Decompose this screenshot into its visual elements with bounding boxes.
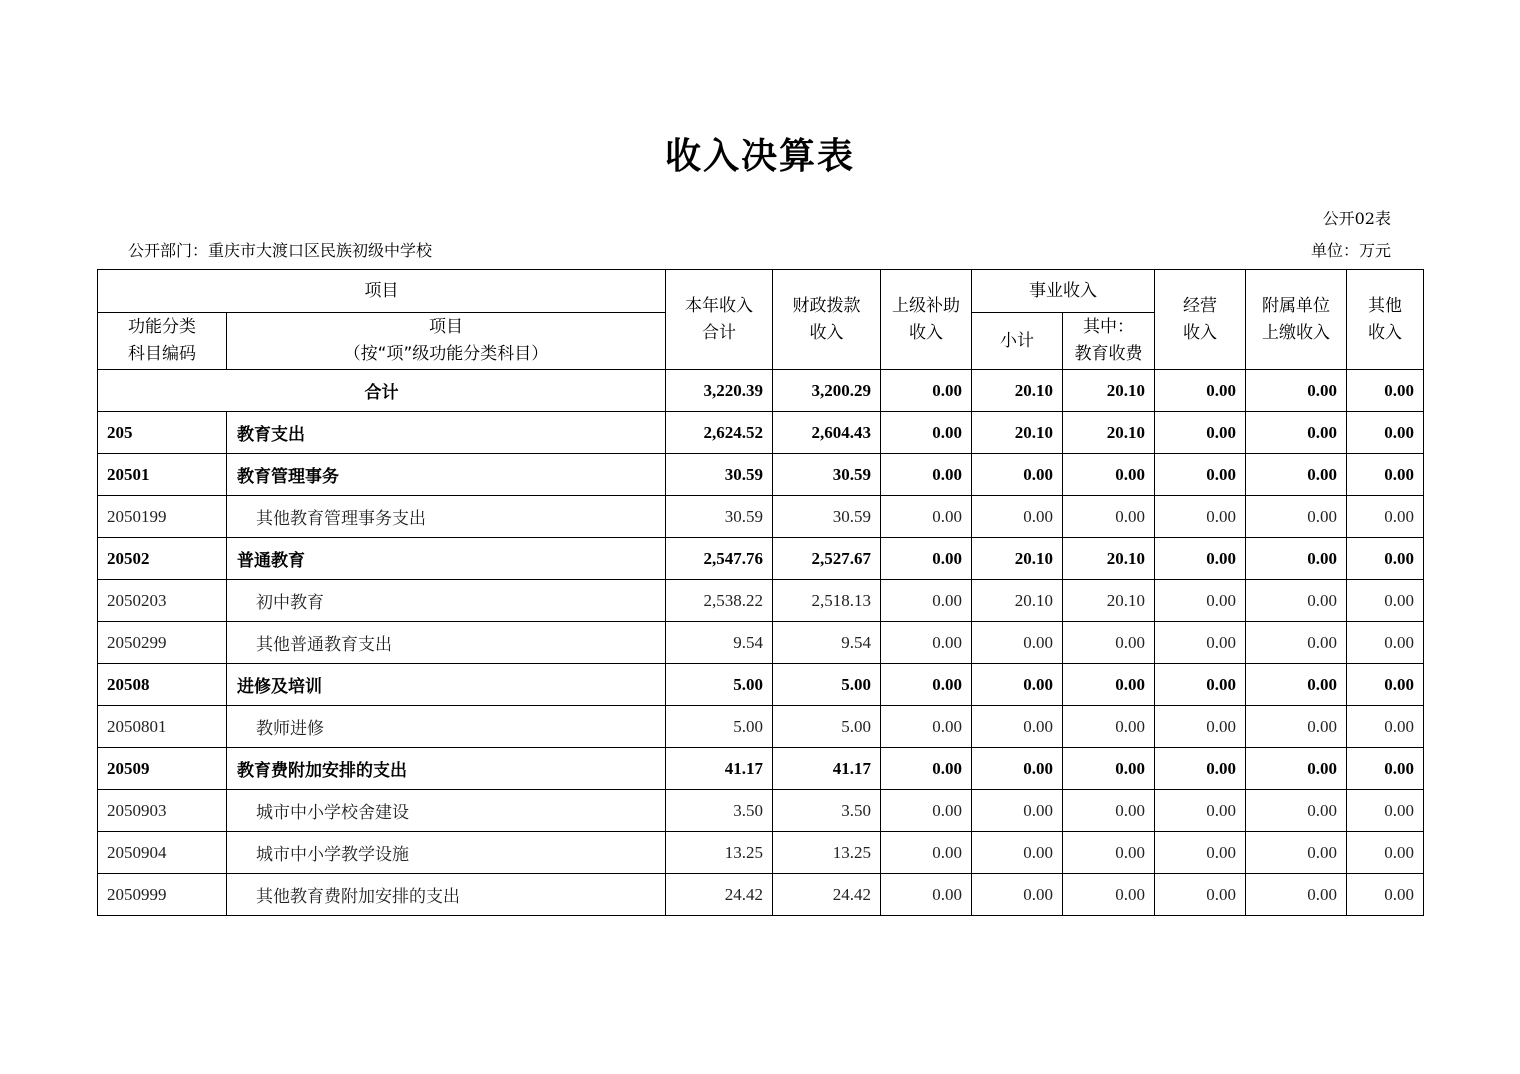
row-value-cell: 20.10 <box>1063 412 1155 454</box>
row-code: 2050904 <box>98 832 227 874</box>
row-value-cell: 13.25 <box>773 832 881 874</box>
row-value-cell: 0.00 <box>1347 622 1424 664</box>
row-name: 教育管理事务 <box>227 454 666 496</box>
row-value-cell: 0.00 <box>881 832 972 874</box>
row-value-cell: 0.00 <box>972 790 1063 832</box>
row-code: 205 <box>98 412 227 454</box>
table-row <box>98 580 1424 622</box>
total-cell: 0.00 <box>881 370 972 412</box>
table-row <box>98 748 1424 790</box>
table-row <box>98 538 1424 580</box>
row-value-cell: 24.42 <box>773 874 881 916</box>
total-cell: 0.00 <box>1347 370 1424 412</box>
total-row <box>98 370 1424 412</box>
department-label: 公开部门：重庆市大渡口区民族初级中学校 <box>128 241 433 260</box>
row-value-cell: 0.00 <box>1246 832 1347 874</box>
total-cell: 0.00 <box>1246 370 1347 412</box>
row-value-cell: 2,547.76 <box>666 538 773 580</box>
row-code: 2050903 <box>98 790 227 832</box>
row-value-cell: 0.00 <box>1246 622 1347 664</box>
row-value-cell: 3.50 <box>773 790 881 832</box>
header-business: 事业收入 <box>972 270 1155 313</box>
row-value-cell: 0.00 <box>1347 790 1424 832</box>
row-value-cell: 0.00 <box>1347 538 1424 580</box>
row-value-cell: 5.00 <box>773 664 881 706</box>
row-value-cell: 0.00 <box>1347 412 1424 454</box>
total-label: 合计 <box>98 370 666 412</box>
income-table <box>97 269 1424 916</box>
row-code: 20501 <box>98 454 227 496</box>
header-fiscal: 财政拨款 收入 <box>773 270 881 370</box>
row-value-cell: 0.00 <box>1246 874 1347 916</box>
total-cell: 3,200.29 <box>773 370 881 412</box>
row-value-cell: 0.00 <box>881 454 972 496</box>
header-subtotal: 小计 <box>972 313 1063 370</box>
row-value-cell: 0.00 <box>1347 496 1424 538</box>
row-value-cell: 0.00 <box>972 832 1063 874</box>
row-value-cell: 0.00 <box>1063 832 1155 874</box>
row-value-cell: 0.00 <box>1347 580 1424 622</box>
row-value-cell: 41.17 <box>773 748 881 790</box>
row-value-cell: 0.00 <box>1155 454 1246 496</box>
header-item: 项目 （按“项”级功能分类科目） <box>227 313 666 370</box>
row-value-cell: 20.10 <box>972 412 1063 454</box>
page-title: 收入决算表 <box>664 136 855 177</box>
row-value-cell: 0.00 <box>1155 664 1246 706</box>
row-value-cell: 5.00 <box>666 706 773 748</box>
row-value-cell: 0.00 <box>1347 706 1424 748</box>
row-code: 20509 <box>98 748 227 790</box>
row-value-cell: 0.00 <box>1246 580 1347 622</box>
header-subsidy: 上级补助 收入 <box>881 270 972 370</box>
header-total: 本年收入 合计 <box>666 270 773 370</box>
row-code: 2050999 <box>98 874 227 916</box>
row-code: 20502 <box>98 538 227 580</box>
row-value-cell: 20.10 <box>972 580 1063 622</box>
row-value-cell: 0.00 <box>1155 748 1246 790</box>
row-value-cell: 0.00 <box>881 874 972 916</box>
row-value-cell: 9.54 <box>666 622 773 664</box>
row-value-cell: 0.00 <box>1063 874 1155 916</box>
row-value-cell: 0.00 <box>881 538 972 580</box>
table-row <box>98 832 1424 874</box>
row-value-cell: 0.00 <box>1063 790 1155 832</box>
row-value-cell: 0.00 <box>1347 454 1424 496</box>
row-name: 其他普通教育支出 <box>227 622 666 664</box>
row-code: 2050199 <box>98 496 227 538</box>
row-name: 教育费附加安排的支出 <box>227 748 666 790</box>
row-value-cell: 0.00 <box>1246 706 1347 748</box>
row-value-cell: 0.00 <box>881 580 972 622</box>
row-value-cell: 2,538.22 <box>666 580 773 622</box>
table-row <box>98 622 1424 664</box>
table-row <box>98 454 1424 496</box>
row-code: 2050801 <box>98 706 227 748</box>
table-row <box>98 496 1424 538</box>
row-value-cell: 0.00 <box>881 412 972 454</box>
row-value-cell: 0.00 <box>972 496 1063 538</box>
header-operating: 经营 收入 <box>1155 270 1246 370</box>
row-value-cell: 0.00 <box>972 454 1063 496</box>
row-value-cell: 0.00 <box>881 790 972 832</box>
row-value-cell: 5.00 <box>773 706 881 748</box>
row-value-cell: 0.00 <box>1246 664 1347 706</box>
row-code: 2050203 <box>98 580 227 622</box>
total-cell: 0.00 <box>1155 370 1246 412</box>
row-value-cell: 0.00 <box>1063 748 1155 790</box>
row-value-cell: 0.00 <box>1063 664 1155 706</box>
header-other: 其他 收入 <box>1347 270 1424 370</box>
header-affiliated: 附属单位 上缴收入 <box>1246 270 1347 370</box>
row-value-cell: 2,624.52 <box>666 412 773 454</box>
total-cell: 20.10 <box>972 370 1063 412</box>
row-code: 2050299 <box>98 622 227 664</box>
form-number: 公开02表 <box>1322 209 1391 228</box>
row-value-cell: 20.10 <box>1063 538 1155 580</box>
row-value-cell: 0.00 <box>1155 790 1246 832</box>
row-code: 20508 <box>98 664 227 706</box>
row-value-cell: 0.00 <box>1063 706 1155 748</box>
total-cell: 3,220.39 <box>666 370 773 412</box>
table-row <box>98 706 1424 748</box>
row-value-cell: 3.50 <box>666 790 773 832</box>
row-name: 普通教育 <box>227 538 666 580</box>
row-value-cell: 20.10 <box>972 538 1063 580</box>
row-value-cell: 0.00 <box>1246 538 1347 580</box>
header-edu-fee: 其中： 教育收费 <box>1063 313 1155 370</box>
total-cell: 20.10 <box>1063 370 1155 412</box>
row-value-cell: 0.00 <box>1155 412 1246 454</box>
row-name: 其他教育费附加安排的支出 <box>227 874 666 916</box>
row-value-cell: 30.59 <box>666 454 773 496</box>
row-value-cell: 0.00 <box>1347 664 1424 706</box>
row-value-cell: 0.00 <box>1063 622 1155 664</box>
row-value-cell: 0.00 <box>1155 538 1246 580</box>
row-value-cell: 30.59 <box>773 496 881 538</box>
row-value-cell: 0.00 <box>1347 874 1424 916</box>
row-value-cell: 0.00 <box>1347 832 1424 874</box>
row-name: 进修及培训 <box>227 664 666 706</box>
row-value-cell: 2,518.13 <box>773 580 881 622</box>
row-value-cell: 0.00 <box>972 664 1063 706</box>
row-value-cell: 0.00 <box>1155 496 1246 538</box>
row-name: 城市中小学校舍建设 <box>227 790 666 832</box>
row-value-cell: 0.00 <box>881 496 972 538</box>
row-value-cell: 0.00 <box>1246 454 1347 496</box>
row-value-cell: 0.00 <box>972 622 1063 664</box>
row-value-cell: 0.00 <box>1246 748 1347 790</box>
row-value-cell: 9.54 <box>773 622 881 664</box>
row-value-cell: 0.00 <box>972 874 1063 916</box>
unit-label: 单位：万元 <box>1310 241 1391 260</box>
row-value-cell: 30.59 <box>773 454 881 496</box>
table-row <box>98 412 1424 454</box>
row-value-cell: 41.17 <box>666 748 773 790</box>
row-value-cell: 13.25 <box>666 832 773 874</box>
row-value-cell: 0.00 <box>972 748 1063 790</box>
row-value-cell: 20.10 <box>1063 580 1155 622</box>
row-value-cell: 0.00 <box>881 748 972 790</box>
row-value-cell: 0.00 <box>881 622 972 664</box>
row-name: 教育支出 <box>227 412 666 454</box>
row-value-cell: 0.00 <box>972 706 1063 748</box>
table-row <box>98 874 1424 916</box>
row-value-cell: 24.42 <box>666 874 773 916</box>
row-name: 初中教育 <box>227 580 666 622</box>
row-value-cell: 0.00 <box>1155 832 1246 874</box>
header-func-code: 功能分类 科目编码 <box>98 313 227 370</box>
row-name: 教师进修 <box>227 706 666 748</box>
row-name: 其他教育管理事务支出 <box>227 496 666 538</box>
row-value-cell: 2,604.43 <box>773 412 881 454</box>
row-value-cell: 0.00 <box>881 664 972 706</box>
row-value-cell: 0.00 <box>1347 748 1424 790</box>
row-value-cell: 0.00 <box>881 706 972 748</box>
table-row <box>98 664 1424 706</box>
row-value-cell: 0.00 <box>1155 706 1246 748</box>
header-project: 项目 <box>98 270 666 313</box>
row-value-cell: 0.00 <box>1246 790 1347 832</box>
row-value-cell: 0.00 <box>1155 580 1246 622</box>
table-row <box>98 790 1424 832</box>
row-value-cell: 0.00 <box>1155 874 1246 916</box>
row-value-cell: 0.00 <box>1246 496 1347 538</box>
row-value-cell: 0.00 <box>1063 454 1155 496</box>
row-value-cell: 2,527.67 <box>773 538 881 580</box>
row-value-cell: 5.00 <box>666 664 773 706</box>
row-name: 城市中小学教学设施 <box>227 832 666 874</box>
row-value-cell: 0.00 <box>1155 622 1246 664</box>
row-value-cell: 0.00 <box>1246 412 1347 454</box>
row-value-cell: 30.59 <box>666 496 773 538</box>
row-value-cell: 0.00 <box>1063 496 1155 538</box>
